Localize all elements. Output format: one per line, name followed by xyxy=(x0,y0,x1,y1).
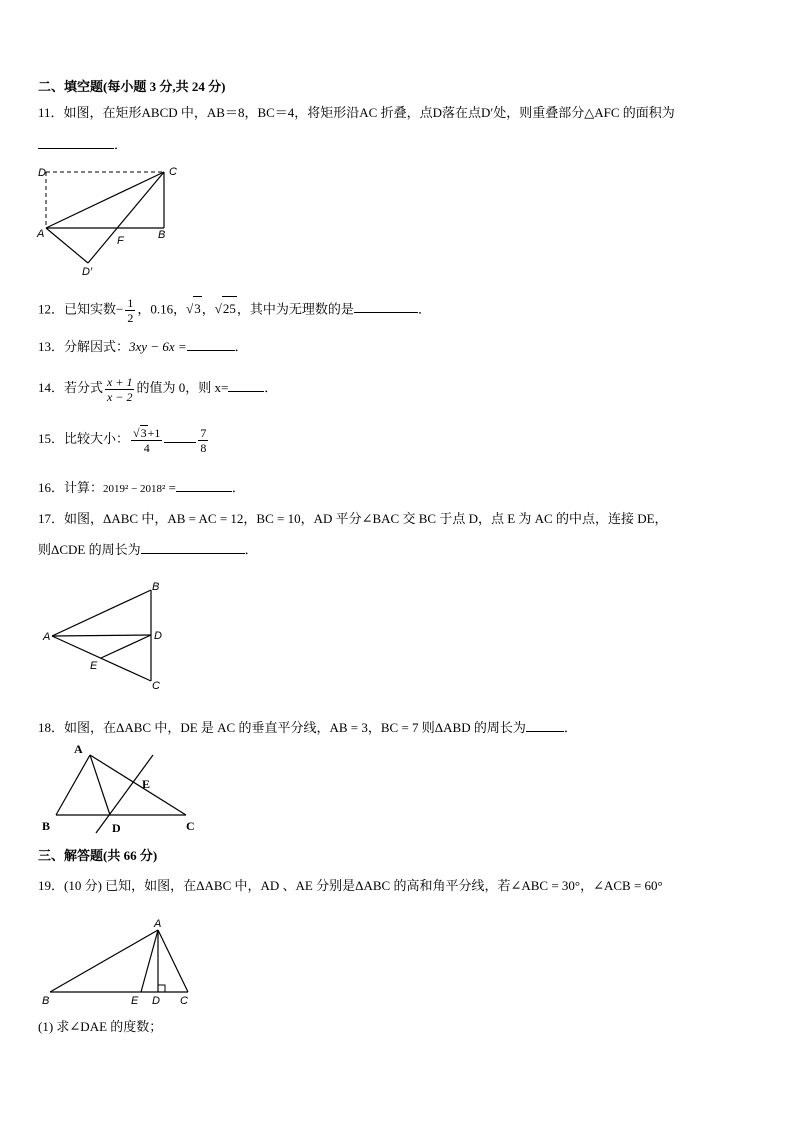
q12-prefix: 12．已知实数 xyxy=(38,301,117,317)
question-17-line1: 17．如图，ΔABC 中，AB = AC = 12，BC = 10，AD 平分∠BAC 交 BC 于点 D，点 E 为 AC 的中点，连接 DE， xyxy=(38,511,668,526)
q16-prefix: 16．计算： xyxy=(38,480,104,495)
sqrt-25: √25 xyxy=(215,301,237,316)
question-19-part1: (1) 求∠DAE 的度数； xyxy=(38,1019,163,1034)
question-19-text: 19．(10 分) 已知，如图，在ΔABC 中，AD 、AE 分别是ΔABC 的高和角平分线，若∠ABC = 30°，∠ACB = 60° xyxy=(38,878,663,893)
q18-text: 18．如图，在ΔABC 中，DE 是 AC 的垂直平分线，AB = 3，BC = 7 则ΔABD 的周长为 xyxy=(38,720,526,735)
q12-mid: ，0.16， xyxy=(137,301,187,317)
label-e: E xyxy=(90,660,98,672)
label-d: D xyxy=(152,995,160,1007)
sqrt-3: √3 xyxy=(186,301,202,316)
label-a: A xyxy=(37,228,45,240)
label-d: D xyxy=(112,821,121,835)
denominator: x − 2 xyxy=(107,389,133,404)
figure-q17-triangle xyxy=(36,578,176,693)
q12-suffix: ，其中为无理数的是 xyxy=(236,301,354,317)
question-17-line2 xyxy=(38,541,258,559)
denominator: 8 xyxy=(200,440,207,455)
question-11-text: 11．如图，在矩形ABCD 中，AB＝8，BC＝4，将矩形沿AC 折叠，点D落在点D′处，则重叠部分△AFC 的面积为 xyxy=(38,105,675,120)
numerator: √3+1 xyxy=(133,426,161,441)
label-e: E xyxy=(131,995,139,1007)
period: ． xyxy=(231,480,245,495)
answer-blank xyxy=(164,430,196,443)
period: ． xyxy=(563,720,577,735)
answer-blank xyxy=(354,300,418,313)
period: ． xyxy=(264,380,278,395)
numerator: 1 xyxy=(127,296,134,310)
answer-blank xyxy=(526,719,564,732)
question-11-answer-line xyxy=(38,136,127,154)
label-c: C xyxy=(152,680,160,692)
answer-blank xyxy=(141,541,245,554)
plus-one: +1 xyxy=(147,426,161,441)
fraction-x-plus-1-over-x-minus-2 xyxy=(105,375,134,404)
q14-mid: 的值为 0，则 x= xyxy=(136,380,229,395)
radicand: 3 xyxy=(193,296,202,321)
figure-q11-rectangle-fold xyxy=(30,160,190,280)
question-14 xyxy=(38,368,277,408)
radicand: 3 xyxy=(140,426,147,441)
label-e: E xyxy=(142,777,151,791)
label-d: D xyxy=(38,167,46,179)
q13-prefix: 13．分解因式： xyxy=(38,339,130,354)
q12-minus: − xyxy=(116,301,124,317)
answer-blank xyxy=(38,136,114,149)
q17-prefix: 则ΔCDE 的周长为 xyxy=(38,542,141,557)
label-c: C xyxy=(169,166,177,178)
q16-expression: 2019² − 2018² xyxy=(103,483,166,495)
numerator: 7 xyxy=(200,425,207,440)
radicand: 25 xyxy=(222,296,237,321)
fraction-7-over-8 xyxy=(198,426,208,455)
question-15 xyxy=(38,418,210,460)
section2-title: 二、填空题(每小题 3 分,共 24 分) xyxy=(38,79,226,94)
label-a: A xyxy=(154,918,162,930)
label-b: B xyxy=(42,819,51,833)
fraction-one-half xyxy=(125,296,135,325)
period: ． xyxy=(114,137,128,152)
q14-prefix: 14．若分式 xyxy=(38,380,104,395)
figure-q18-triangle xyxy=(36,738,206,838)
label-f: F xyxy=(117,235,124,247)
numerator: x + 1 xyxy=(107,374,133,389)
q12-sep: ， xyxy=(201,301,215,317)
question-16 xyxy=(38,479,245,498)
q16-equals: = xyxy=(168,480,176,495)
question-18 xyxy=(38,719,577,737)
label-c: C xyxy=(186,819,195,833)
label-c: C xyxy=(180,995,188,1007)
question-13 xyxy=(38,338,248,356)
period: ． xyxy=(417,301,431,317)
q13-expression: 3xy − 6x = xyxy=(129,339,187,354)
period: ． xyxy=(234,339,248,354)
figure-q19-triangle xyxy=(36,912,206,1012)
period: ． xyxy=(244,542,258,557)
label-a: A xyxy=(74,742,83,756)
label-d-prime: D′ xyxy=(82,266,93,278)
q15-prefix: 15．比较大小： xyxy=(38,431,130,446)
label-b: B xyxy=(158,229,166,241)
denominator: 2 xyxy=(127,311,134,325)
label-d: D xyxy=(154,630,162,642)
label-b: B xyxy=(152,581,160,593)
answer-blank xyxy=(187,338,235,351)
answer-blank xyxy=(228,379,264,392)
fraction-sqrt3-plus-1-over-4 xyxy=(131,425,162,455)
answer-blank xyxy=(176,479,232,492)
section3-title: 三、解答题(共 66 分) xyxy=(38,848,158,863)
denominator: 4 xyxy=(143,441,150,456)
question-12 xyxy=(38,296,431,325)
label-b: B xyxy=(42,995,50,1007)
label-a: A xyxy=(43,631,51,643)
